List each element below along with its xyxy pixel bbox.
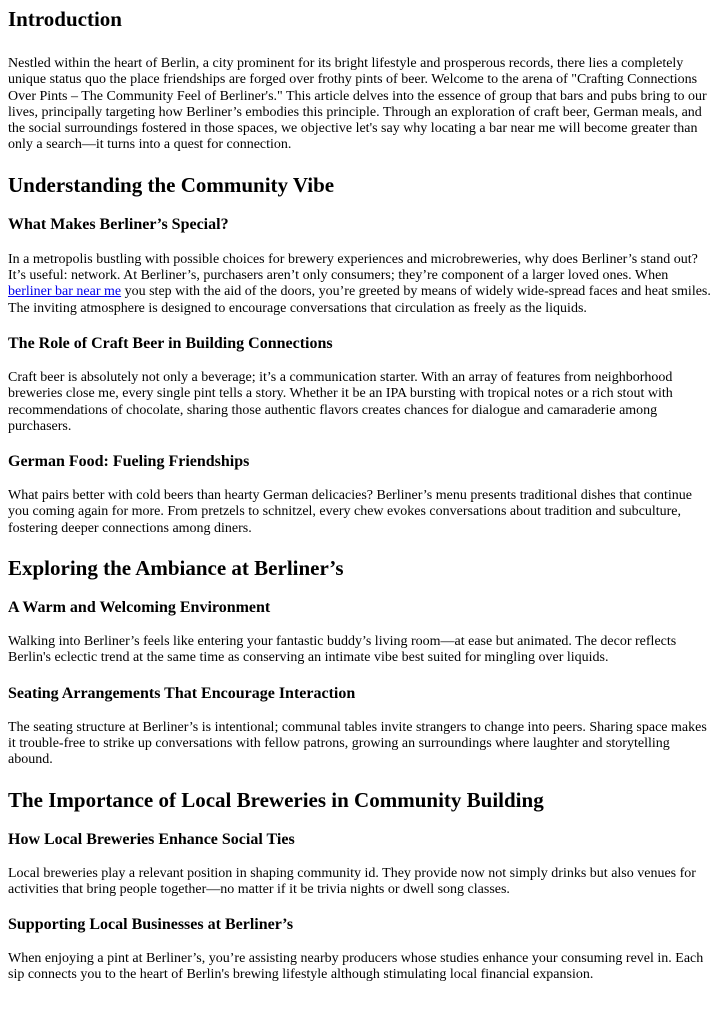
special-text-start: In a metropolis bustling with possible choices for brewery experiences and microbreweries, why does Berliner’s stand out? It’s useful: network. At Berliner’s, purchasers aren’t only consumers; they’re component of a larger loved ones. When (8, 251, 698, 284)
supporting-heading: Supporting Local Businesses at Berliner’s (8, 916, 294, 934)
berliner-bar-link[interactable]: berliner bar near me (8, 284, 122, 300)
german-food-heading: German Food: Fueling Friendships (8, 453, 250, 471)
social-ties-paragraph: Local breweries play a relevant position in shaping community id. They provide now not simply drinks but also venues for activities that bring people together—no matter if it be trivia nights or dwell song classes. (8, 865, 696, 897)
article (0, 7, 720, 984)
special-paragraph (8, 252, 712, 317)
supporting-paragraph: When enjoying a pint at Berliner’s, you’re assisting nearby producers whose studies enhance your consuming revel in. Each sip connects you to the heart of Berlin's brewing lifestyle although stimulating local financial expansion. (8, 951, 704, 983)
warm-paragraph: Walking into Berliner’s feels like entering your fantastic buddy’s living room—at ease but animated. The decor reflects Berlin's eclectic trend at the same time as conserving an intimate vibe best suited for mingling over liquids. (8, 634, 677, 666)
ambiance-heading: Exploring the Ambiance at Berliner’s (8, 556, 344, 581)
community-heading: Understanding the Community Vibe (8, 172, 335, 197)
special-heading: What Makes Berliner’s Special? (8, 215, 229, 233)
warm-heading: A Warm and Welcoming Environment (8, 599, 271, 617)
craft-beer-heading: The Role of Craft Beer in Building Connections (8, 334, 333, 352)
intro-heading: Introduction (8, 7, 122, 31)
social-ties-heading: How Local Breweries Enhance Social Ties (8, 830, 295, 848)
craft-beer-paragraph: Craft beer is absolutely not only a beverage; it’s a communication starter. With an array of features from neighborhood breweries close me, every single pint tells a story. Whether it be an IPA bursting with tropical notes or a rich stout with recommendations of chocolate, sharing those authentic flavors creates chances for dialogue and camaraderie among purchasers. (8, 369, 673, 434)
german-food-paragraph: What pairs better with cold beers than hearty German delicacies? Berliner’s menu presents traditional dishes that continue you coming again for more. From pretzels to schnitzel, every chew evokes conversations about tradition and subculture, fostering deeper connections among diners. (8, 488, 692, 536)
seating-paragraph: The seating structure at Berliner’s is intentional; communal tables invite strangers to change into peers. Sharing space makes it trouble-free to strike up conversations with fellow patrons, growing an surroundings where laughter and storytelling abound. (8, 719, 707, 768)
special-text-end: you step with the aid of the doors, you’re greeted by means of widely wide-spread faces and heat smiles. The inviting atmosphere is designed to encourage conversations that circulation as freely as the liquids. (8, 284, 711, 316)
breweries-heading: The Importance of Local Breweries in Community Building (8, 787, 544, 812)
intro-paragraph: Nestled within the heart of Berlin, a city prominent for its bright lifestyle and prosperous records, there lies a completely unique status quo the place friendships are forged over frothy pints of beer. Welcome to the arena of "Crafting Connections Over Pints – The Community Feel of Berliner's." This article delves into the essence of group that bars and pubs bring to our lives, principally targeting how Berliner’s embodies this principle. Through an exploration of craft beer, German meals, and the social surroundings fostered in those spaces, we objective let's say why locating a bar near me will become greater than only a search—it turns into a quest for connection. (8, 56, 707, 153)
seating-heading: Seating Arrangements That Encourage Interaction (8, 684, 356, 702)
